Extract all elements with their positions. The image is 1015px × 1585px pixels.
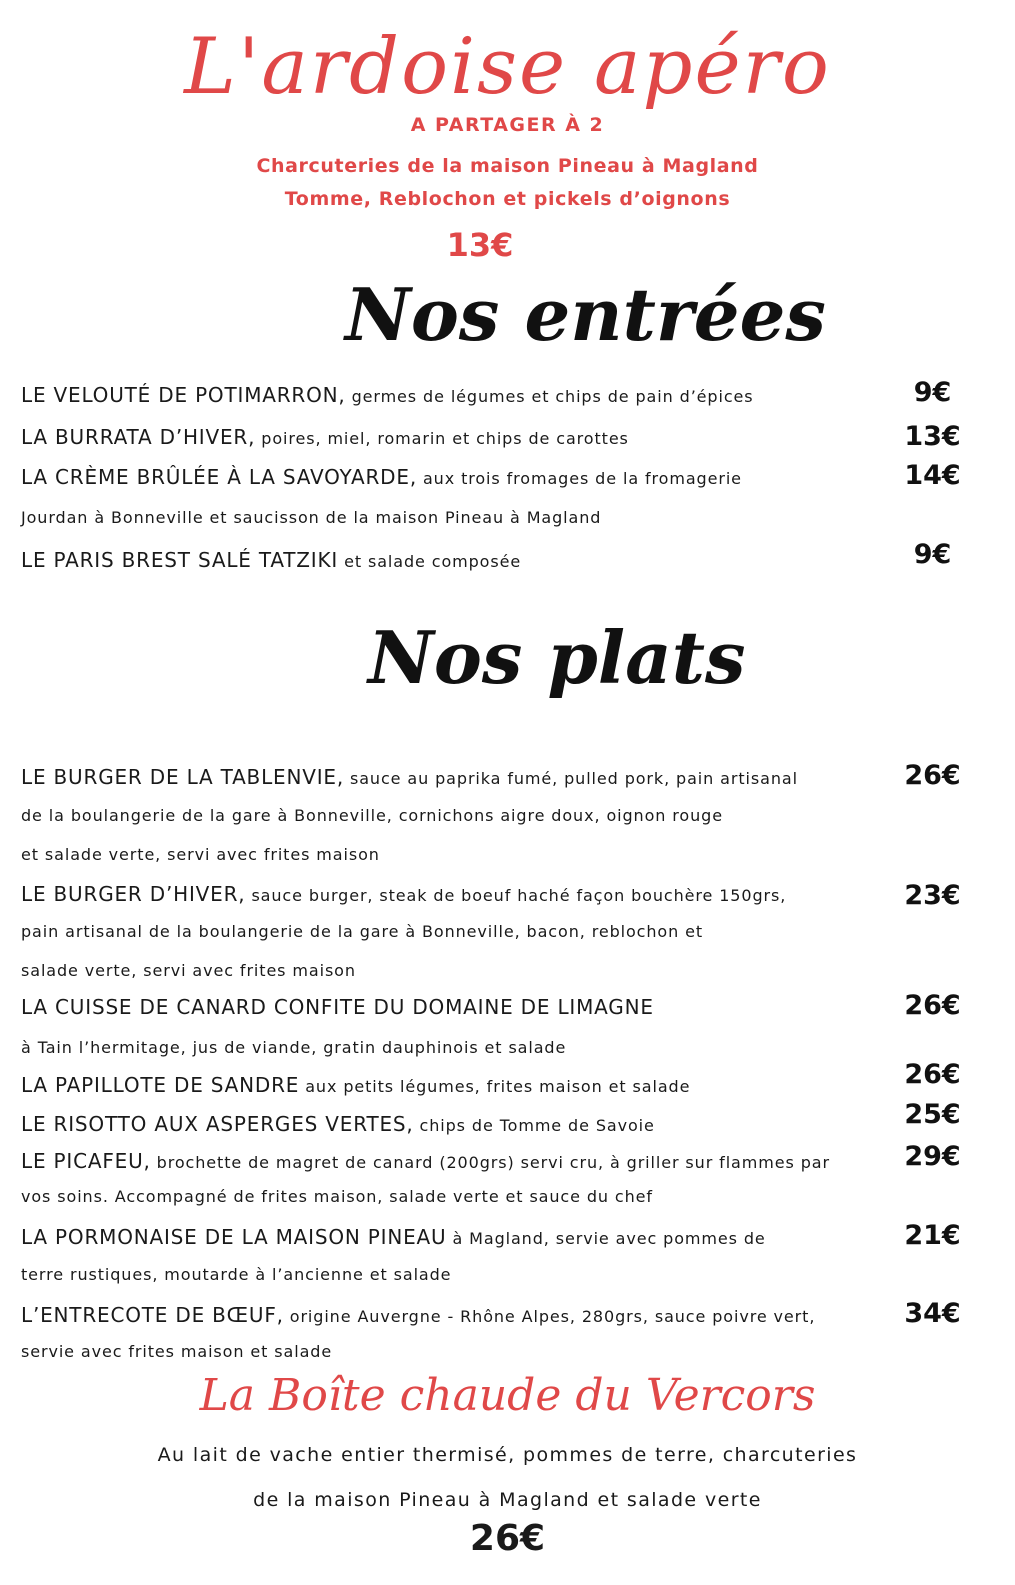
item-price: 26€ [904, 1059, 961, 1090]
item-price: 26€ [904, 990, 961, 1021]
boite-line: Au lait de vache entier thermisé, pommes de terre, charcuteries [157, 1444, 858, 1466]
menu-item-entrecote [21, 1303, 891, 1327]
item-desc: sauce burger, steak de boeuf haché façon bouchère 150grs, [245, 886, 787, 905]
item-desc: chips de Tomme de Savoie [413, 1116, 655, 1135]
item-price: 29€ [904, 1141, 961, 1172]
menu-item-cuisse-canard [21, 995, 891, 1019]
item-price: 34€ [904, 1298, 961, 1329]
entrees-title: Nos entrées [345, 272, 826, 357]
item-name: LE VELOUTÉ DE POTIMARRON, [21, 383, 346, 407]
apero-price: 13€ [446, 226, 514, 264]
item-desc-continued: vos soins. Accompagné de frites maison, salade verte et sauce du chef [21, 1187, 653, 1206]
item-desc: sauce au paprika fumé, pulled pork, pain artisanal [344, 769, 798, 788]
item-desc-continued: de la boulangerie de la gare à Bonneville, cornichons aigre doux, oignon rouge [21, 806, 723, 825]
item-desc-continued: à Tain l’hermitage, jus de viande, gratin dauphinois et salade [21, 1038, 567, 1057]
item-desc: poires, miel, romarin et chips de carottes [255, 429, 629, 448]
item-desc-continued: servie avec frites maison et salade [21, 1342, 333, 1361]
item-price: 9€ [913, 539, 952, 570]
item-price: 21€ [904, 1220, 961, 1251]
item-desc: et salade composée [338, 552, 522, 571]
item-price: 26€ [904, 760, 961, 791]
item-desc-continued: salade verte, servi avec frites maison [21, 961, 356, 980]
item-price: 23€ [904, 880, 961, 911]
item-desc: brochette de magret de canard (200grs) servi cru, à griller sur flammes par [150, 1153, 830, 1172]
item-name: LA PORMONAISE DE LA MAISON PINEAU [21, 1225, 447, 1249]
item-price: 9€ [913, 377, 952, 408]
item-name: LE BURGER DE LA TABLENVIE, [21, 765, 344, 789]
item-name: LE RISOTTO AUX ASPERGES VERTES, [21, 1112, 414, 1136]
item-name: LA BURRATA D’HIVER, [21, 425, 256, 449]
item-desc: germes de légumes et chips de pain d’épices [345, 387, 754, 406]
menu-item-paris-brest [21, 548, 891, 572]
item-desc-continued: Jourdan à Bonneville et saucisson de la maison Pineau à Magland [21, 508, 602, 527]
boite-line: de la maison Pineau à Magland et salade verte [253, 1489, 762, 1511]
item-desc: aux trois fromages de la fromagerie [416, 469, 742, 488]
item-desc: aux petits légumes, frites maison et salade [299, 1077, 691, 1096]
item-name: LE BURGER D’HIVER, [21, 882, 246, 906]
item-name: LA PAPILLOTE DE SANDRE [21, 1073, 300, 1097]
item-desc-continued: pain artisanal de la boulangerie de la gare à Bonneville, bacon, reblochon et [21, 922, 704, 941]
item-desc: origine Auvergne - Rhône Alpes, 280grs, sauce poivre vert, [283, 1307, 816, 1326]
item-name: LE PICAFEU, [21, 1149, 151, 1173]
item-desc-continued: terre rustiques, moutarde à l’ancienne et salade [21, 1265, 452, 1284]
item-name: LA CRÈME BRÛLÉE À LA SAVOYARDE, [21, 465, 417, 489]
menu-item-risotto [21, 1112, 891, 1136]
menu-item-papillote [21, 1073, 891, 1097]
apero-line: Tomme, Reblochon et pickels d’oignons [284, 188, 731, 210]
menu-item-creme-brulee [21, 465, 891, 489]
item-name: L’ENTRECOTE DE BŒUF, [21, 1303, 284, 1327]
menu-item-picafeu [21, 1149, 891, 1173]
menu-item-burrata [21, 425, 891, 449]
menu-item-burger-tablenvie [21, 765, 891, 789]
apero-line: Charcuteries de la maison Pineau à Magland [256, 155, 759, 177]
plats-title: Nos plats [368, 615, 746, 700]
apero-title: L'ardoise apéro [184, 22, 831, 112]
item-price: 25€ [904, 1099, 961, 1130]
item-name: LE PARIS BREST SALÉ TATZIKI [21, 548, 339, 572]
item-desc: à Magland, servie avec pommes de [446, 1229, 766, 1248]
item-desc-continued: et salade verte, servi avec frites maison [21, 845, 380, 864]
menu-item-burger-hiver [21, 882, 891, 906]
menu-item-velute [21, 383, 891, 407]
boite-title: La Boîte chaude du Vercors [199, 1370, 816, 1421]
menu-item-pormonaise [21, 1225, 891, 1249]
item-name: LA CUISSE DE CANARD CONFITE DU DOMAINE DE LIMAGNE [21, 995, 654, 1019]
item-price: 14€ [904, 460, 961, 491]
apero-subtitle: A PARTAGER À 2 [410, 114, 605, 136]
item-price: 13€ [904, 421, 961, 452]
boite-price: 26€ [469, 1518, 546, 1559]
